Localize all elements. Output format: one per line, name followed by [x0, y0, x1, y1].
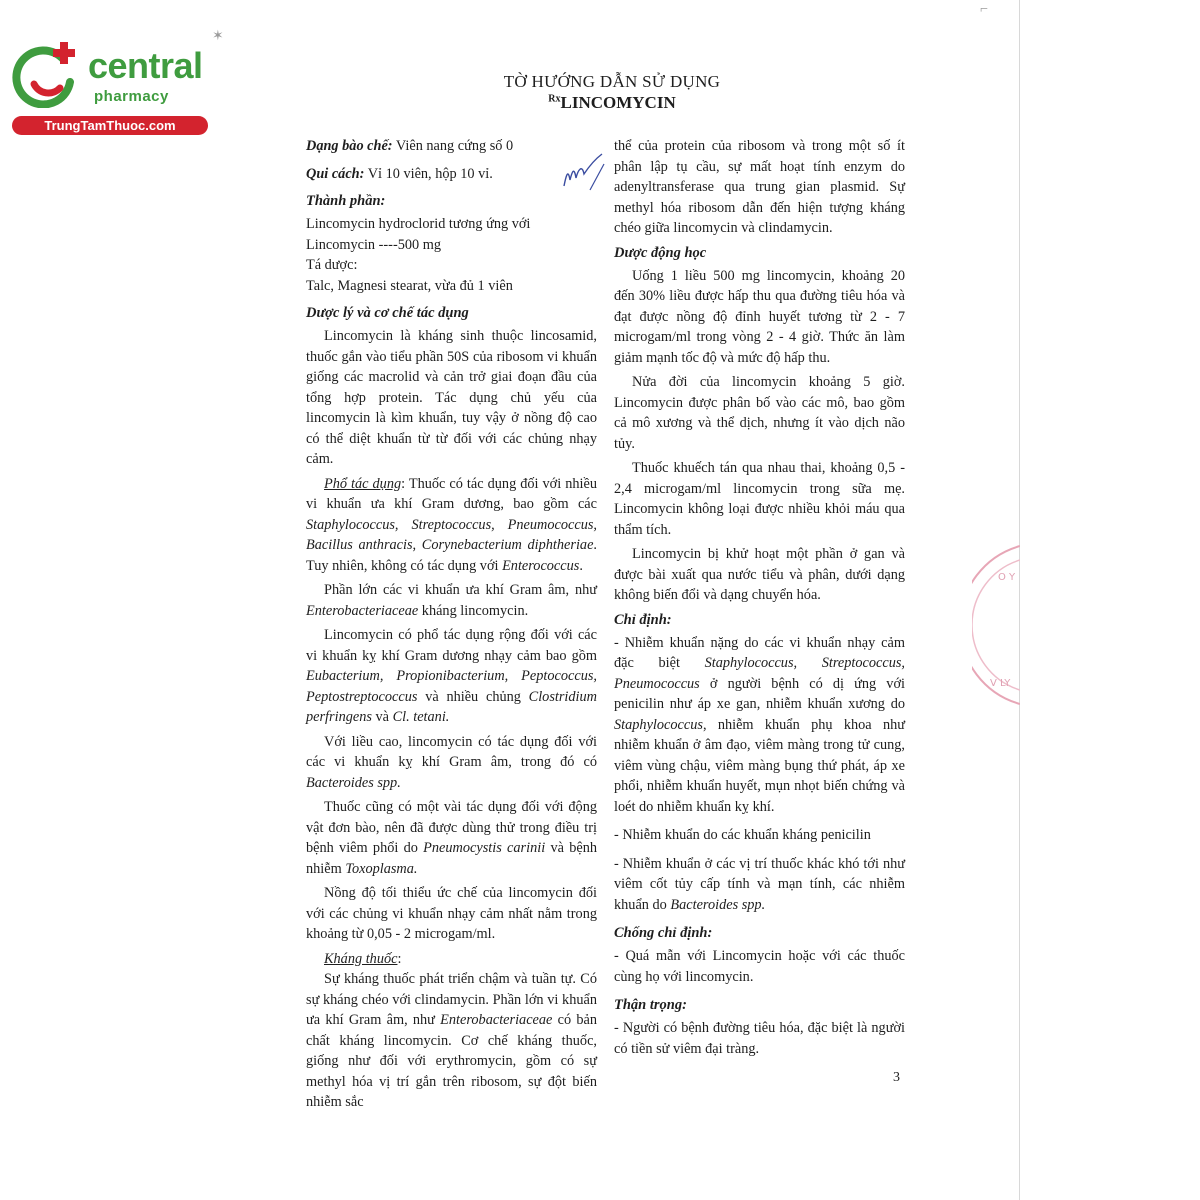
pharmacology-heading: Dược lý và cơ chế tác dụng [306, 305, 469, 321]
svg-text:V LY: V LY [990, 678, 1011, 689]
composition-line: Lincomycin hydroclorid tương ứng với [306, 216, 531, 232]
drug-title [402, 93, 822, 113]
resistance-heading: Kháng thuốc: [324, 950, 402, 967]
brand-logo[interactable] [12, 36, 217, 136]
indication-item: - Nhiễm khuẩn nặng do các vi khuẩn nhạy cảm đặc biệt Staphylococcus, Streptococcus, Pneumococcus ở người bệnh có dị ứng với penicilin như áp xe gan, nhiễm khuẩn xương do Staphylococcus, nhiễm khuẩn phụ khoa như nhiễm khuẩn ở âm đạo, viêm màng trong tử cung, viêm vùng chậu, viêm màng bụng thứ phát, áp xe phổi, nhiễm khuẩn huyết, mụn nhọt biến chứng và loét do nhiễm khuẩn kỵ khí. [614, 634, 905, 815]
left-column [306, 136, 597, 1117]
brand-name: central [88, 45, 203, 86]
page-number: 3 [893, 1070, 900, 1085]
scan-mark: ⌐ [980, 2, 988, 17]
pharmacokinetics-paragraph: Uống 1 liều 500 mg lincomycin, khoảng 20 đến 30% liều được hấp thu qua đường tiêu hóa và đạt được nồng độ đỉnh huyết tương từ 2 - 7 microgam/ml trong vòng 2 - 4 giờ. Thức ăn làm giảm mạnh tốc độ và mức độ hấp thu. [614, 267, 905, 366]
spectrum-paragraph: Phổ tác dụng: Thuốc có tác dụng đối với nhiều vi khuẩn ưa khí Gram dương, bao gồm các Staphylococcus, Streptococcus, Pneumococcus, Bacillus anthracis, Corynebacterium diphtheriae. Tuy nhiên, không có tác dụng với Enterococcus. [306, 475, 597, 574]
rx-mark: Rx [548, 93, 561, 105]
resistance-paragraph: Sự kháng thuốc phát triển chậm và tuần tự. Có sự kháng chéo với clindamycin. Phần lớn vi khuẩn ưa khí Gram âm, như Enterobacteriaceae có bản chất kháng lincomycin. Cơ chế kháng thuốc, giống như đối với erythromycin, gồm có sự methyl hóa vị trí gắn trên ribosom, sự đột biến nhiễm sắc [306, 971, 597, 1110]
pharmacokinetics-paragraph: Nửa đời của lincomycin khoảng 5 giờ. Lincomycin được phân bố vào các mô, bao gồm cả mô xương và thể dịch, nhưng ít vào dịch não tủy. [614, 374, 905, 452]
composition-line: Lincomycin ----500 mg [306, 236, 441, 253]
indication-item: - Nhiễm khuẩn do các khuẩn kháng penicilin [614, 827, 871, 843]
spectrum-label: Phổ tác dụng [324, 475, 402, 492]
packaging: Qui cách: Vỉ 10 viên, hộp 10 vỉ. [306, 165, 493, 182]
composition-line: Talc, Magnesi stearat, vừa đủ 1 viên [306, 277, 513, 294]
composition-heading: Thành phần: [306, 193, 386, 209]
contraindications-heading: Chống chỉ định: [614, 925, 713, 941]
precautions-heading: Thận trọng: [614, 997, 687, 1013]
document-title: TỜ HƯỚNG DẪN SỬ DỤNG [503, 72, 721, 91]
brand-website[interactable]: TrungTamThuoc.com [12, 116, 208, 135]
pharmacokinetics-paragraph: Thuốc khuếch tán qua nhau thai, khoảng 0,5 - 2,4 microgam/ml lincomycin trong sữa mẹ. Lincomycin không loại được nhiều khỏi máu qua thẩm tích. [614, 460, 905, 538]
scan-mark: ✶ [212, 29, 224, 44]
drug-name: LINCOMYCIN [560, 93, 676, 112]
pharmacology-paragraph: Nồng độ tối thiểu ức chế của lincomycin đối với các chủng vi khuẩn nhạy cảm nhất nằm trong khoảng từ 0,05 - 2 microgam/ml. [306, 885, 597, 942]
pharmacology-paragraph: Lincomycin có phổ tác dụng rộng đối với các vi khuẩn kỵ khí Gram dương nhạy cảm bao gồm Eubacterium, Propionibacterium, Peptococcus, Peptostreptococcus và nhiều chủng Clostridium perfringens và Cl. tetani. [306, 627, 597, 725]
pharmacology-paragraph: Thuốc cũng có một vài tác dụng đối với động vật đơn bào, nên đã được dùng thử trong điều trị bệnh viêm phổi do Pneumocystis carinii và bệnh nhiễm Toxoplasma. [306, 799, 598, 877]
indications-heading: Chỉ định: [614, 611, 672, 628]
indication-item: - Nhiễm khuẩn ở các vị trí thuốc khác khó tới như viêm cốt tủy cấp tính và mạn tính, các nhiễm khuẩn do Bacteroides spp. [614, 855, 905, 913]
svg-text:O Y: O Y [998, 572, 1016, 583]
brand-tagline: pharmacy [94, 88, 169, 105]
pharmacokinetics-heading: Dược động học [614, 244, 707, 261]
dosage-form: Dạng bào chế: Viên nang cứng số 0 [306, 138, 514, 154]
pharmacokinetics-paragraph: Lincomycin bị khử hoạt một phần ở gan và được bài xuất qua nước tiểu và phân, dưới dạng không biến đổi và dạng chuyển hóa. [614, 546, 905, 603]
pharmacology-paragraph: Lincomycin là kháng sinh thuộc lincosamid, thuốc gắn vào tiểu phần 50S của ribosom vi khuẩn giống các macrolid và cản trở giai đoạn đầu của tổng hợp protein. Tác dụng chủ yếu của lincomycin là kìm khuẩn, tuy vậy ở nồng độ cao có thể diệt khuẩn từ từ đối với các chủng nhạy cảm. [306, 328, 597, 467]
precaution-item: - Người có bệnh đường tiêu hóa, đặc biệt là người có tiền sử viêm đại tràng. [614, 1020, 905, 1057]
pharmacy-cross-icon [12, 38, 82, 108]
pharmacology-paragraph: Với liều cao, lincomycin có tác dụng đối với các vi khuẩn kỵ khí Gram âm, trong đó có Bacteroides spp. [306, 733, 597, 791]
contraindication-item: - Quá mẫn với Lincomycin hoặc với các thuốc cùng họ với lincomycin. [614, 948, 905, 985]
pharmacology-paragraph: Phần lớn các vi khuẩn ưa khí Gram âm, như Enterobacteriaceae kháng lincomycin. [306, 582, 597, 619]
resistance-continuation: thể của protein của ribosom và trong một số ít phân lập tụ cầu, sự mất hoạt tính enzym do adenyltransferase qua trung gian plasmid. Sự methyl hóa ribosom dẫn đến hiện tượng kháng chéo giữa lincomycin và clindamycin. [614, 138, 905, 236]
official-stamp [972, 540, 1020, 710]
right-column [614, 136, 905, 1067]
composition-line: Tá dược: [306, 257, 358, 273]
